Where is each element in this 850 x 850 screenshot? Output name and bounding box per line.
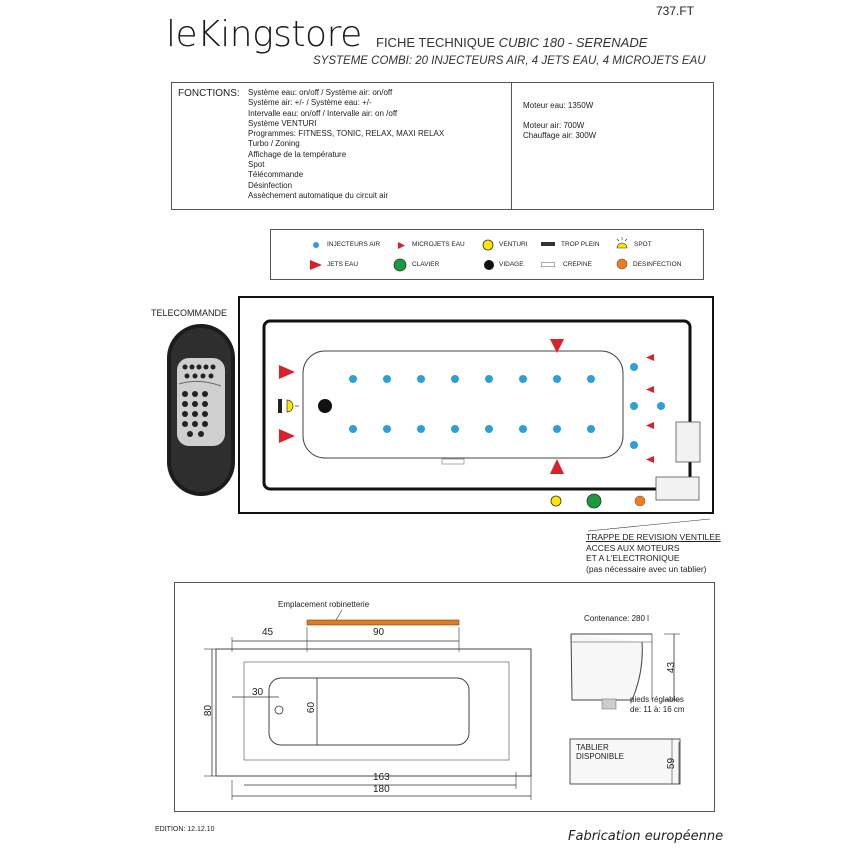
fonction-item: Spot bbox=[248, 160, 265, 170]
tub-outline bbox=[216, 649, 531, 776]
spec-moteur-eau: Moteur eau: 1350W bbox=[523, 101, 594, 110]
injecteur-air-icon bbox=[485, 425, 493, 433]
spot-icon bbox=[614, 236, 630, 250]
clavier-icon bbox=[393, 258, 407, 272]
injecteur-air-icon bbox=[587, 375, 595, 383]
legend-clavier: CLAVIER bbox=[412, 261, 440, 268]
trappe-line: ACCES AUX MOTEURS bbox=[586, 542, 680, 553]
fonction-item: Désinfection bbox=[248, 180, 293, 190]
tub-basin-outline bbox=[269, 678, 469, 745]
fonctions-divider bbox=[511, 83, 512, 209]
venturi-icon bbox=[482, 239, 494, 251]
trappe-leader-line bbox=[588, 518, 712, 532]
injecteur-air-icon bbox=[630, 402, 638, 410]
specs-list bbox=[523, 101, 596, 141]
trappe-line: (pas nécessaire avec un tablier) bbox=[586, 563, 707, 574]
fonction-item: Système air: +/- / Système eau: +/- bbox=[248, 98, 372, 108]
tablier-disponible: DISPONIBLE bbox=[576, 752, 625, 761]
pied-icon bbox=[602, 699, 616, 709]
spec-chauffage: Chauffage air: 300W bbox=[523, 131, 597, 140]
fonction-item: Système eau: on/off / Système air: on/off bbox=[248, 88, 393, 97]
trappe-panel bbox=[656, 477, 699, 500]
injecteur-air-icon bbox=[485, 375, 493, 383]
vidage-icon bbox=[483, 259, 495, 271]
pieds-range: de: 11 à: 16 cm bbox=[630, 705, 685, 714]
dim-163: 163 bbox=[373, 772, 390, 783]
legend-box bbox=[270, 229, 704, 280]
jet-eau-icon bbox=[279, 365, 295, 379]
tub-outer-rim bbox=[239, 297, 713, 513]
tub-side-profile bbox=[571, 634, 642, 700]
trop-plein-icon bbox=[278, 399, 282, 413]
fonctions-box bbox=[171, 82, 714, 210]
vidage-icon bbox=[318, 399, 332, 413]
crepine-icon bbox=[541, 262, 556, 268]
dim-80: 80 bbox=[203, 704, 215, 717]
crepine-icon bbox=[442, 459, 464, 464]
venturi-icon bbox=[551, 496, 561, 506]
injecteur-air-icon bbox=[553, 375, 561, 383]
tub-top-view bbox=[238, 296, 716, 516]
drain-icon bbox=[275, 706, 283, 714]
fonction-item: Affichage de la température bbox=[248, 149, 347, 159]
document-code: 737.FT bbox=[656, 4, 695, 18]
clavier-icon bbox=[587, 494, 601, 508]
spec-moteur-air: Moteur air: 700W bbox=[523, 121, 585, 130]
legend-trop-plein: TROP PLEIN bbox=[561, 241, 600, 248]
legend-vidage: VIDAGE bbox=[499, 261, 524, 268]
tub-basin bbox=[303, 351, 623, 458]
robinetterie-bar bbox=[307, 620, 459, 625]
fonction-item: Turbo / Zoning bbox=[248, 139, 300, 149]
spot-icon bbox=[287, 400, 293, 412]
fiche-model: CUBIC 180 - SERENADE bbox=[498, 35, 648, 50]
contenance-label: Contenance: 280 l bbox=[584, 614, 649, 623]
injecteur-air-icon bbox=[451, 425, 459, 433]
injecteur-air-icon bbox=[587, 425, 595, 433]
fonctions-list bbox=[248, 88, 444, 201]
injecteur-air-icon bbox=[349, 375, 357, 383]
injecteur-air-icon bbox=[417, 425, 425, 433]
legend-injecteurs: INJECTEURS AIR bbox=[327, 241, 381, 248]
fiche-label: FICHE TECHNIQUE bbox=[376, 35, 495, 50]
jet-eau-icon bbox=[309, 259, 323, 271]
fonction-item: Télécommande bbox=[248, 170, 304, 180]
injecteur-air-icon bbox=[519, 425, 527, 433]
injecteur-air-icon bbox=[312, 241, 320, 249]
legend-venturi: VENTURI bbox=[499, 241, 528, 248]
dim-45: 45 bbox=[262, 627, 274, 638]
microjet-eau-icon bbox=[646, 422, 654, 429]
legend-desinfection: DESINFECTION bbox=[633, 261, 682, 268]
dim-90: 90 bbox=[373, 627, 385, 638]
fonctions-label: FONCTIONS: bbox=[178, 88, 240, 99]
dim-60: 60 bbox=[306, 701, 318, 714]
dim-43: 43 bbox=[666, 661, 678, 674]
injecteur-air-icon bbox=[630, 363, 638, 371]
injecteur-air-icon bbox=[383, 425, 391, 433]
legend-spot: SPOT bbox=[634, 241, 652, 248]
fonction-item: Assèchement automatique du circuit air bbox=[248, 190, 389, 200]
fonction-item: Système VENTURI bbox=[248, 118, 317, 128]
fiche-title bbox=[376, 35, 647, 50]
injecteur-air-icon bbox=[417, 375, 425, 383]
legend-microjets: MICROJETS EAU bbox=[412, 241, 465, 248]
injecteur-air-icon bbox=[657, 402, 665, 410]
jet-eau-icon bbox=[279, 429, 295, 443]
injecteur-air-icon bbox=[383, 375, 391, 383]
edition-label: EDITION: 12.12.10 bbox=[155, 826, 215, 833]
microjet-eau-icon bbox=[397, 241, 406, 250]
trappe-note bbox=[586, 532, 721, 574]
remote-control-image bbox=[165, 322, 239, 500]
injecteur-air-icon bbox=[451, 375, 459, 383]
injecteur-air-icon bbox=[349, 425, 357, 433]
microjet-eau-icon bbox=[646, 456, 654, 463]
microjet-eau-icon bbox=[646, 354, 654, 361]
dim-59: 59 bbox=[666, 757, 678, 770]
injecteur-air-icon bbox=[553, 425, 561, 433]
desinfection-icon bbox=[616, 258, 628, 270]
emplacement-label: Emplacement robinetterie bbox=[278, 600, 370, 609]
desinfection-icon bbox=[635, 496, 645, 506]
dim-30: 30 bbox=[252, 687, 264, 698]
brand-logo: leKingstore bbox=[166, 14, 362, 55]
tablier-label: TABLIER bbox=[576, 743, 609, 752]
legend-crepine: CREPINE bbox=[563, 261, 592, 268]
telecommande-label: TELECOMMANDE bbox=[151, 308, 228, 318]
spec-spacer bbox=[523, 111, 596, 121]
jet-eau-icon bbox=[550, 459, 564, 474]
pieds-label: pieds réglables bbox=[630, 695, 684, 704]
dim-180: 180 bbox=[373, 784, 390, 795]
fabrication-label: Fabrication européenne bbox=[568, 829, 724, 844]
trappe-line: ET A L'ELECTRONIQUE bbox=[586, 553, 680, 563]
microjet-eau-icon bbox=[646, 386, 654, 393]
legend-jets-eau: JETS EAU bbox=[327, 261, 359, 268]
fonction-item: Programmes: FITNESS, TONIC, RELAX, MAXI RELAX bbox=[248, 129, 445, 139]
trappe-panel bbox=[676, 422, 700, 462]
systeme-line: SYSTEME COMBI: 20 INJECTEURS AIR, 4 JETS EAU, 4 MICROJETS EAU bbox=[313, 55, 706, 67]
injecteur-air-icon bbox=[630, 441, 638, 449]
trappe-line: TRAPPE DE REVISION VENTILEE bbox=[586, 532, 721, 542]
trop-plein-icon bbox=[541, 242, 555, 247]
injecteur-air-icon bbox=[519, 375, 527, 383]
fonction-item: Intervalle eau: on/off / Intervalle air: on /off bbox=[248, 108, 398, 118]
